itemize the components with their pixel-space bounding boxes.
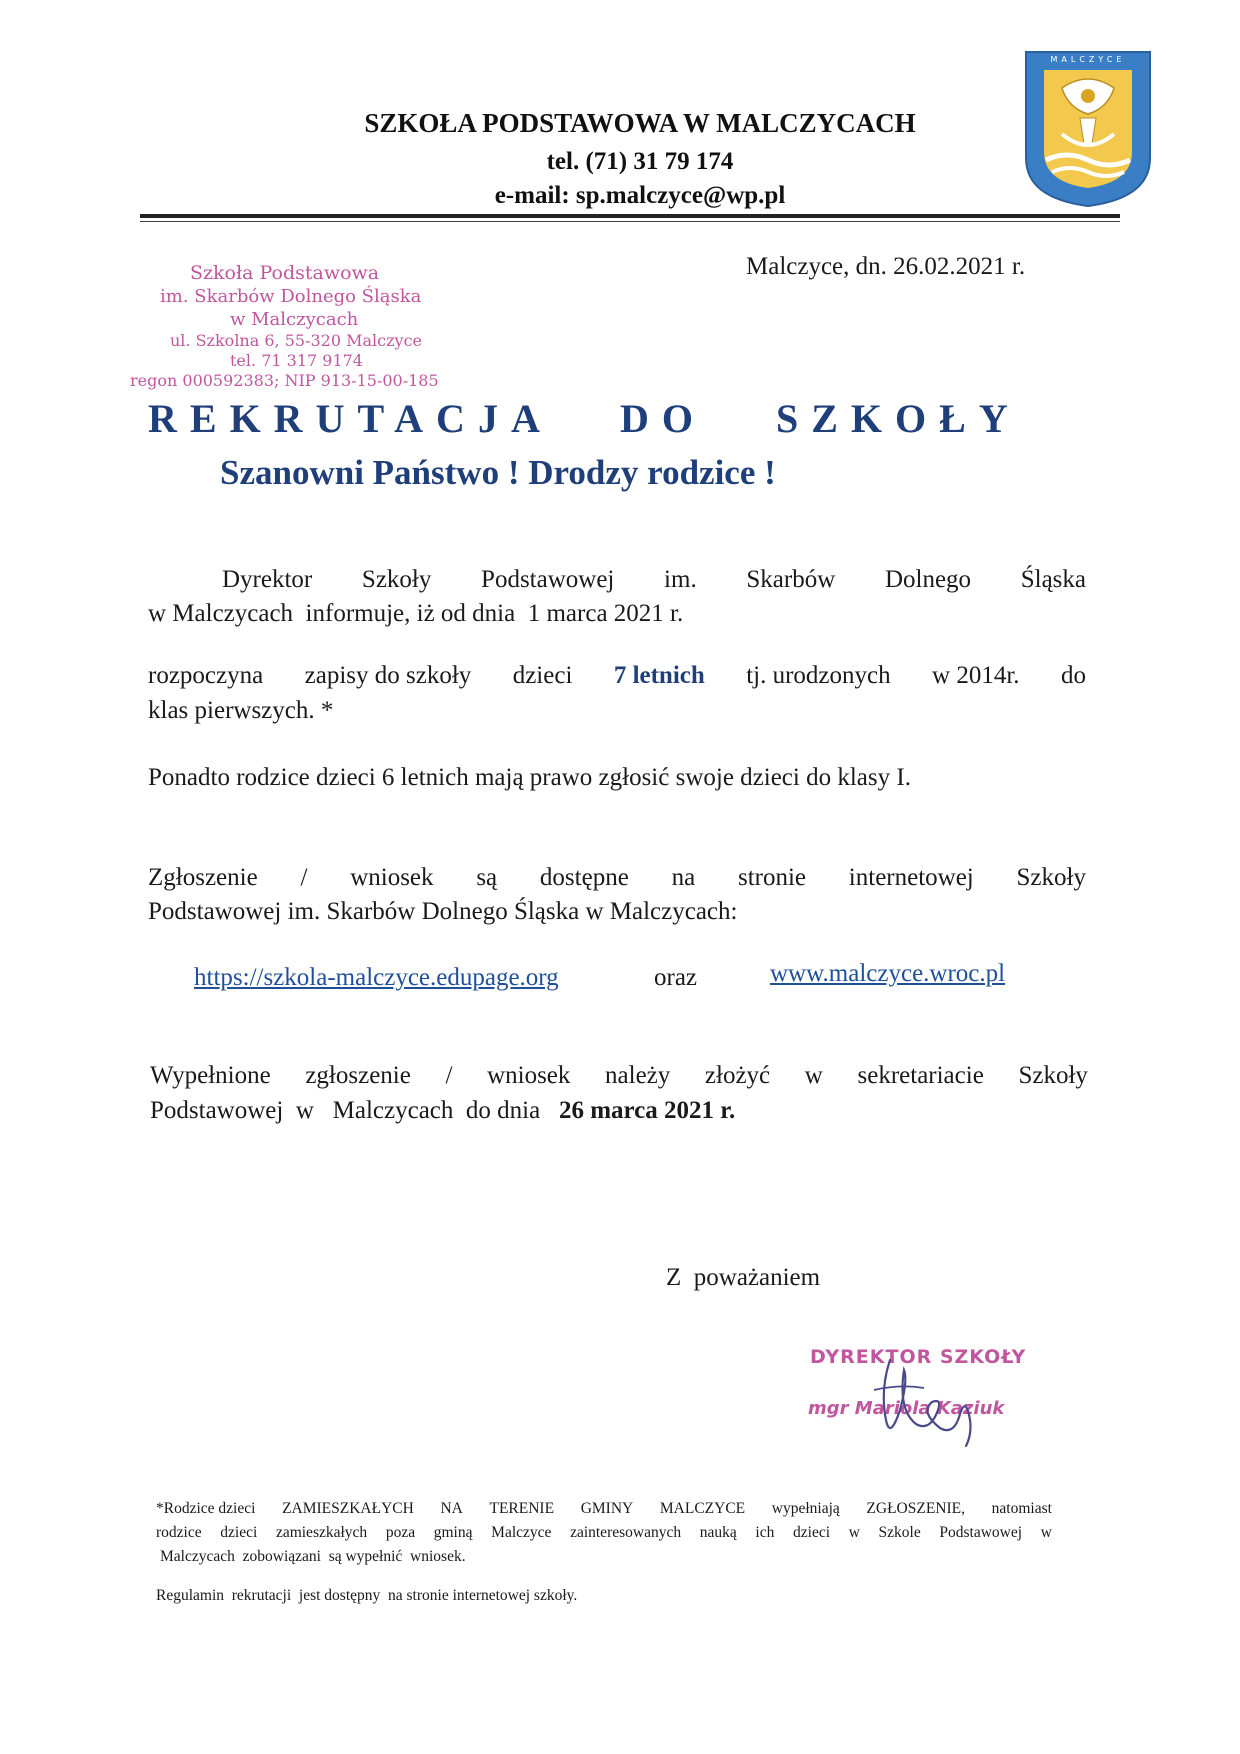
title-word-1: REKRUTACJA bbox=[148, 396, 553, 441]
word: sekretariacie bbox=[857, 1062, 984, 1089]
word: zapisy do szkoły bbox=[304, 662, 472, 689]
school-name: SZKOŁA PODSTAWOWA W MALCZYCACH bbox=[364, 108, 916, 138]
stamp-line-6: regon 000592383; NIP 913-15-00-185 bbox=[130, 371, 439, 390]
word: wniosek bbox=[350, 864, 434, 891]
title-word-2: DO bbox=[620, 396, 706, 441]
svg-text:MALCZYCE: MALCZYCE bbox=[1050, 55, 1126, 64]
stamp-line-1: Szkoła Podstawowa bbox=[190, 262, 380, 284]
title-word-3: SZKOŁY bbox=[776, 396, 1021, 441]
paragraph-3: Ponadto rodzice dzieci 6 letnich mają prawo zgłosić swoje dzieci do klasy I. bbox=[148, 764, 911, 791]
deadline-intro: Podstawowej w Malczycach do dnia bbox=[150, 1097, 541, 1124]
paragraph-1-line-1 bbox=[222, 566, 1086, 594]
stamp-line-2: im. Skarbów Dolnego Śląska bbox=[160, 286, 422, 307]
word: dzieci bbox=[512, 662, 573, 689]
word: zainteresowanych bbox=[570, 1524, 682, 1541]
word: dzieci bbox=[793, 1524, 831, 1541]
stamp-line-5: tel. 71 317 9174 bbox=[230, 351, 363, 370]
deadline-date: 26 marca 2021 r. bbox=[558, 1097, 736, 1124]
word: Skarbów bbox=[746, 566, 836, 593]
header-rule-thick bbox=[140, 214, 1120, 218]
paragraph-5-line-2 bbox=[150, 1097, 735, 1125]
word: / bbox=[445, 1062, 453, 1089]
word: Dolnego bbox=[884, 566, 972, 593]
word: Zgłoszenie bbox=[148, 864, 258, 891]
word: im. bbox=[664, 566, 697, 593]
word: nauką bbox=[699, 1524, 737, 1541]
word: Podstawowej bbox=[481, 566, 615, 593]
word: do bbox=[1060, 662, 1086, 689]
signature-icon bbox=[820, 1350, 990, 1450]
word: rodzice bbox=[156, 1524, 202, 1541]
and-connector: oraz bbox=[654, 964, 698, 991]
word: ZGŁOSZENIE, bbox=[866, 1500, 965, 1517]
word: gminą bbox=[433, 1524, 473, 1541]
word: Szkoły bbox=[1016, 864, 1086, 891]
word: TERENIE bbox=[489, 1500, 555, 1517]
word: w bbox=[848, 1524, 860, 1541]
paragraph-2-line-2: klas pierwszych. * bbox=[148, 697, 334, 724]
word: ZAMIESZKAŁYCH bbox=[282, 1500, 414, 1517]
footnote-line-2 bbox=[156, 1524, 1052, 1542]
word: należy bbox=[605, 1062, 671, 1089]
word: wypełniają bbox=[771, 1500, 840, 1517]
paragraph-1-line-2: w Malczycach informuje, iż od dnia 1 marca 2021 r. bbox=[148, 600, 684, 627]
word: dzieci bbox=[220, 1524, 258, 1541]
word: rozpoczyna bbox=[148, 662, 264, 689]
footnote-line-1 bbox=[156, 1500, 1052, 1518]
greeting: Szanowni Państwo ! Drodzy rodzice ! bbox=[220, 453, 776, 492]
word: tj. urodzonych bbox=[746, 662, 891, 689]
director-stamp-name: mgr Mariola Kaziuk bbox=[808, 1398, 1005, 1419]
word: Śląska bbox=[1020, 566, 1086, 593]
director-stamp-title: DYREKTOR SZKOŁY bbox=[810, 1346, 1027, 1368]
word: Szkoły bbox=[1018, 1062, 1088, 1089]
stamp-line-3: w Malczycach bbox=[230, 309, 359, 330]
school-crest-icon bbox=[1022, 48, 1154, 208]
email-address: sp.malczyce@wp.pl bbox=[575, 182, 786, 209]
school-phone: tel. (71) 31 79 174 bbox=[546, 148, 734, 175]
word: internetowej bbox=[848, 864, 974, 891]
word: w bbox=[1040, 1524, 1052, 1541]
edupage-link[interactable]: https://szkola-malczyce.edupage.org bbox=[194, 964, 559, 991]
word: stronie bbox=[737, 864, 807, 891]
closing-regards: Z poważaniem bbox=[666, 1264, 821, 1291]
word: NA bbox=[440, 1500, 463, 1517]
email-label: e-mail: bbox=[494, 182, 570, 209]
word: Dyrektor bbox=[222, 566, 313, 593]
word: złożyć bbox=[704, 1062, 771, 1089]
word: MALCZYCE bbox=[659, 1500, 746, 1517]
word: Wypełnione bbox=[150, 1062, 271, 1089]
header-rule-thin bbox=[140, 221, 1120, 222]
word: *Rodzice dzieci bbox=[156, 1500, 256, 1517]
age-highlight: 7 letnich bbox=[613, 662, 705, 689]
word: na bbox=[671, 864, 696, 891]
paragraph-2-line-1 bbox=[148, 662, 1086, 690]
malczyce-website-link[interactable]: www.malczyce.wroc.pl bbox=[770, 960, 1006, 987]
word: w 2014r. bbox=[932, 662, 1020, 689]
letter-date: Malczyce, dn. 26.02.2021 r. bbox=[746, 253, 1026, 280]
stamp-line-4: ul. Szkolna 6, 55-320 Malczyce bbox=[170, 331, 422, 350]
word: Szkoły bbox=[361, 566, 432, 593]
word: / bbox=[300, 864, 308, 891]
word: dostępne bbox=[539, 864, 629, 891]
word: Podstawowej bbox=[939, 1524, 1023, 1541]
word: Szkole bbox=[878, 1524, 921, 1541]
paragraph-4-line-1 bbox=[148, 864, 1086, 892]
word: ich bbox=[755, 1524, 775, 1541]
footnote-line-3: Malczycach zobowiązani są wypełnić wniosek. bbox=[160, 1548, 466, 1565]
word: wniosek bbox=[487, 1062, 571, 1089]
paragraph-5-line-1 bbox=[150, 1062, 1088, 1090]
word: Malczyce bbox=[491, 1524, 552, 1541]
word: w bbox=[804, 1062, 823, 1089]
word: poza bbox=[385, 1524, 416, 1541]
word: zgłoszenie bbox=[305, 1062, 411, 1089]
word: natomiast bbox=[991, 1500, 1052, 1517]
footnote-line-4: Regulamin rekrutacji jest dostępny na stronie internetowej szkoły. bbox=[156, 1587, 578, 1604]
word: GMINY bbox=[580, 1500, 634, 1517]
word: są bbox=[476, 864, 498, 891]
paragraph-4-line-2: Podstawowej im. Skarbów Dolnego Śląska w Malczycach: bbox=[148, 898, 738, 925]
word: zamieszkałych bbox=[275, 1524, 368, 1541]
